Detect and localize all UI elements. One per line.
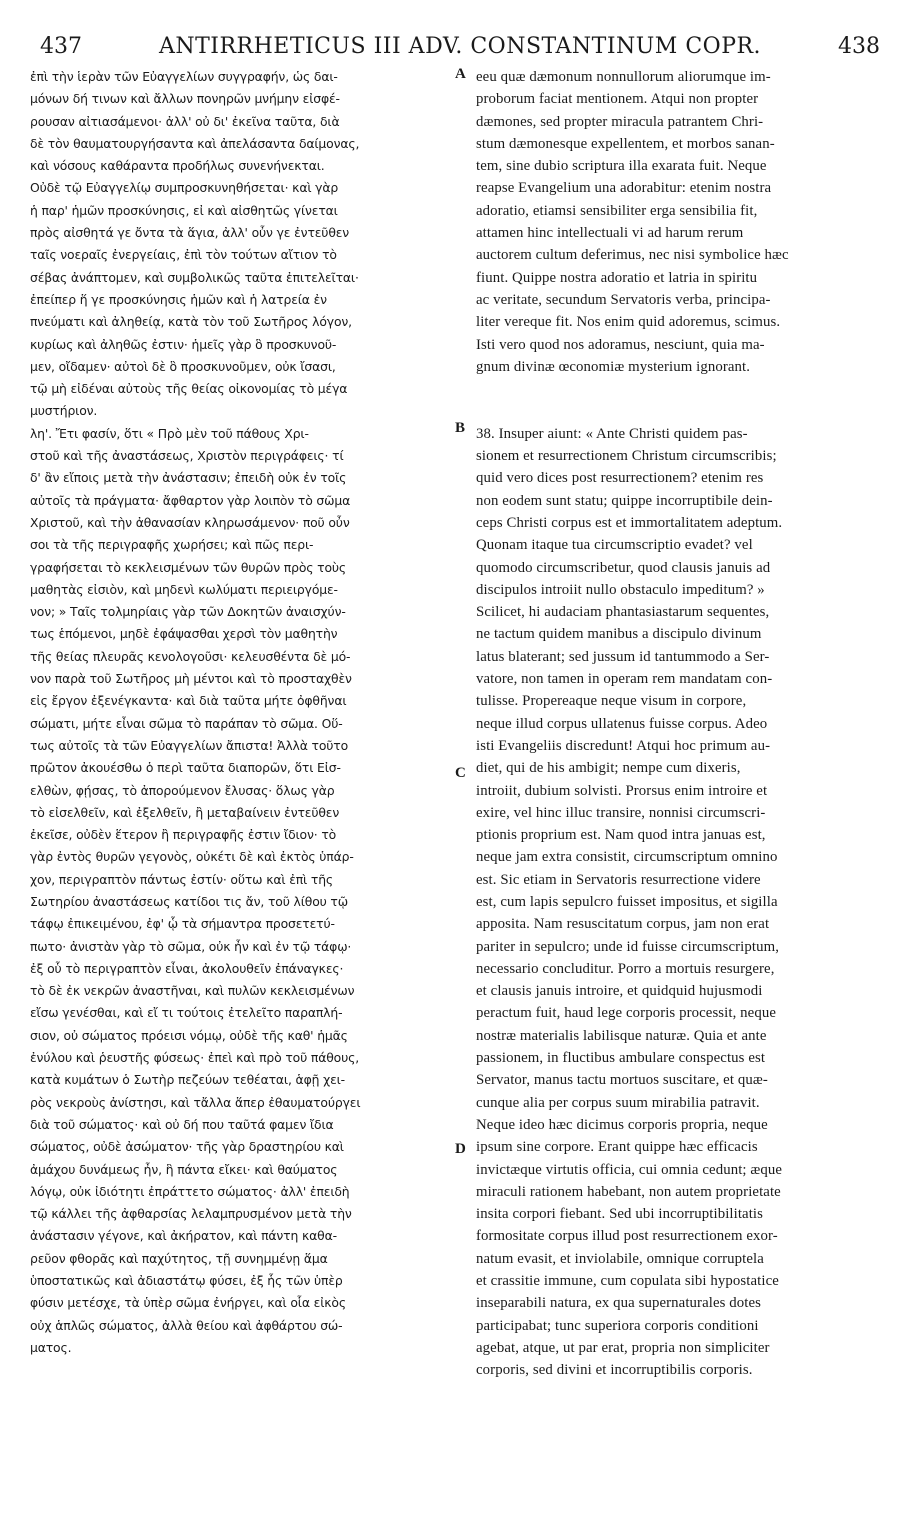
latin-text-line: ac veritate, secundum Servatoris verba, principa- (476, 291, 771, 308)
margin-marker-a: A (455, 66, 466, 82)
greek-text-line: πωτο· ἀνιστὰν γὰρ τὸ σῶμα, οὐκ ἦν καὶ ἐν τῷ τάφῳ· (30, 938, 352, 954)
greek-text-line: δὲ τὸν θαυματουργήσαντα καὶ ἀπελάσαντα δαίμονας, (30, 135, 360, 151)
greek-text-line: ἡ παρ' ἡμῶν προσκύνησις, εἰ καὶ αἰσθητῶς γίνεται (30, 202, 338, 218)
greek-text-line: τῷ κάλλει τῆς ἀφθαρσίας λελαμπρυσμένον μετὰ τὴν (30, 1206, 352, 1222)
greek-text-line: τὸ δὲ ἐκ νεκρῶν ἀναστῆναι, καὶ πυλῶν κεκλεισμένων (30, 983, 355, 999)
page-number-right: 438 (838, 34, 880, 59)
greek-text-line: Χριστοῦ, καὶ τὴν ἀθανασίαν κληρωσάμενον· ποῦ οὖν (30, 514, 350, 530)
latin-column (476, 66, 888, 1382)
latin-text-line: diet, qui de his ambigit; nempe cum dixeris, (476, 760, 741, 777)
greek-text-line: ἀμάχου δυνάμεως ἦν, ἣ πάντα εἴκει· καὶ θαύματος (30, 1161, 338, 1177)
greek-text-line: ἐνύλου καὶ ῥευστῆς φύσεως· ἐπεὶ καὶ πρὸ τοῦ πάθους, (30, 1050, 360, 1066)
greek-text-line: τὸ εἰσελθεῖν, καὶ ἐξελθεῖν, ἢ μεταβαίνειν ἐντεῦθεν (30, 804, 340, 820)
greek-text-line: σέβας ἀνάπτομεν, καὶ συμβολικῶς ταῦτα ἐπιτελεῖται· (30, 269, 359, 285)
latin-text-line: pariter in sepulcro; unde id fuisse circumscriptum, (476, 938, 780, 955)
greek-text-line: κυρίως καὶ ἀληθῶς ἐστιν· ἡμεῖς γὰρ ὃ προσκυνοῦ- (30, 336, 337, 352)
latin-text-line: adoratio, etiamsi sensibiliter erga sensibilia fit, (476, 202, 758, 219)
latin-text-line: fiunt. Quippe nostra adoratio et latria in spiritu (476, 269, 758, 286)
greek-text-line: φύσιν μετέσχε, τὰ ὑπὲρ σῶμα ἐνήργει, καὶ οἷα εἰκὸς (30, 1295, 346, 1311)
latin-text-line: insita corpori fiebant. Sed ubi incorruptibilitatis (476, 1206, 764, 1223)
greek-text-line: αὐτοῖς τὰ πράγματα· ἄφθαρτον γὰρ λοιπὸν τὸ σῶμα (30, 492, 351, 508)
greek-text-line: πνεύματι καὶ ἀληθείᾳ, κατὰ τὸν τοῦ Σωτῆρος λόγον, (30, 314, 352, 330)
greek-text-line: σιον, οὐ σώματος πρόεισι νόμῳ, οὐδὲ τῆς καθ' ἡμᾶς (30, 1027, 348, 1043)
latin-text-line: passionem, in fluctibus ambulare conspectus est (476, 1050, 766, 1067)
greek-text-line: μαθητὰς εἰσιὸν, καὶ μηδενὶ κωλύματι περιειργόμε- (30, 581, 338, 597)
margin-marker-d: D (455, 1141, 466, 1157)
latin-text-line: isti Evangeliis discredunt! Atqui hoc primum au- (476, 737, 771, 754)
greek-text-line: ρεῦον φθορᾶς καὶ παχύτητος, τῇ συνημμένῃ ἅμα (30, 1250, 328, 1266)
latin-text-line: proborum faciat mentionem. Atqui non propter (476, 91, 759, 108)
latin-text-line: quomodo circumscribetur, quod clausis januis ad (476, 559, 771, 576)
latin-text-line: attamen hinc intellectuali vi ad harum rerum (476, 225, 744, 242)
section-gap (476, 378, 888, 423)
latin-text-line: est, cum lapis sepulcro fuisset impositus, et sigilla (476, 893, 778, 910)
greek-text-line: τῆς θείας πλευρᾶς κενολογοῦσι· κελευσθέντα δὲ μό- (30, 648, 351, 664)
greek-text-line: Οὐδὲ τῷ Εὐαγγελίῳ συμπροσκυνηθήσεται· καὶ γὰρ (30, 180, 339, 196)
greek-text-line: λη'. Ἔτι φασίν, ὅτι « Πρὸ μὲν τοῦ πάθους Χρι- (30, 425, 309, 441)
greek-text-line: γὰρ ἐντὸς θυρῶν γεγονὸς, οὐκέτι δὲ καὶ ἐκτὸς ὑπάρ- (30, 849, 354, 865)
latin-text-line: Neque ideo hæc dicimus corporis propria, neque (476, 1116, 768, 1133)
latin-text-line: quid vero dices post resurrectionem? etenim res (476, 470, 764, 487)
page-header (0, 34, 920, 64)
greek-text-line: ἐπείπερ ἥ γε προσκύνησις ἡμῶν καὶ ἡ λατρεία ἐν (30, 291, 327, 307)
greek-text-line: μόνων δή τινων καὶ ἄλλων πονηρῶν μνήμην εἰσφέ- (30, 91, 340, 107)
greek-text-line: τως αὐτοῖς τὰ τῶν Εὐαγγελίων ἄπιστα! Ἀλλὰ τοῦτο (30, 737, 349, 753)
latin-text-line: apposita. Nam resuscitatum corpus, jam non erat (476, 916, 770, 933)
greek-text-line: τῷ μὴ εἰδέναι αὐτοὺς τῆς θείας οἰκονομίας τὸ μέγα (30, 381, 348, 397)
latin-text-line: inseparabili natura, ex qua supernaturales dotes (476, 1295, 762, 1312)
latin-text-line: Quonam itaque tua circumscriptio evadet? vel (476, 537, 753, 554)
greek-text-line: δ' ἂν εἴποις μετὰ τὴν ἀνάστασιν; ἐπειδὴ οὐκ ἐν τοῖς (30, 470, 347, 486)
greek-text-line: τως ἑπόμενοι, μηδὲ ἐφάψασθαι χερσὶ τὸν μαθητὴν (30, 626, 338, 642)
latin-text-line: participabat; tunc superiora corporis conditioni (476, 1317, 759, 1334)
latin-text-line: Scilicet, hi audaciam phantasiastarum sequentes, (476, 604, 770, 621)
latin-text-line: est. Sic etiam in Servatoris resurrectione videre (476, 871, 761, 888)
latin-text-line: dæmones, sed propter miracula patrantem Chri- (476, 113, 764, 130)
latin-text-line: agebat, atque, ut par erat, propria non simpliciter (476, 1339, 770, 1356)
latin-text-line: formositate corpus illud post resurrectionem exor- (476, 1228, 778, 1245)
latin-text-line: eeu quæ dæmonum nonnullorum aliorumque im- (476, 69, 771, 85)
greek-text-line: πρὸς αἰσθητά γε ὄντα τὰ ἅγια, ἀλλ' οὖν γε ἐντεῦθεν (30, 225, 350, 241)
greek-text-line: Σωτηρίου ἀναστάσεως κατίδοι τις ἄν, τοῦ λίθου τῷ (30, 893, 348, 909)
latin-text-line: natum evasit, et inviolabile, omnique corruptela (476, 1250, 764, 1267)
latin-text-line: stum dæmonesque expellentem, et morbos sanan- (476, 135, 775, 152)
latin-text-line: ceps Christi corpus est et immortalitatem adeptum. (476, 514, 783, 531)
latin-text-line: exire, vel hinc illuc transire, nonnisi circumscri- (476, 804, 766, 821)
latin-text-line: tem, sine dubio scriptura illa exarata fuit. Neque (476, 158, 767, 175)
latin-text-line: ne tactum quidem manibus a discipulo divinum (476, 626, 762, 643)
latin-text-line: 38. Insuper aiunt: « Ante Christi quidem pas- (476, 425, 748, 442)
greek-column (30, 66, 450, 1359)
latin-text-line: ipsum sine corpore. Erant quippe hæc efficacis (476, 1139, 758, 1156)
latin-text-line: necessario concluditur. Porro a mortuis resurgere, (476, 960, 775, 977)
greek-text-line: γραφήσεται τὸ κεκλεισμένων τῶν θυρῶν πρὸς τοὺς (30, 559, 347, 575)
latin-text-line: nostræ materialis labilisque naturæ. Quia et ante (476, 1027, 767, 1044)
latin-text-line: peractum fuit, haud lege corporis processit, neque (476, 1005, 777, 1022)
greek-text-line: οὐχ ἁπλῶς σώματος, ἀλλὰ θείου καὶ ἀφθάρτου σώ- (30, 1317, 343, 1333)
greek-text-line: ματος. (30, 1339, 72, 1355)
latin-text-line: Servator, manus tactu mortuos suscitare, et quæ- (476, 1072, 768, 1089)
running-title: ANTIRRHETICUS III ADV. CONSTANTINUM COPR. (158, 34, 762, 59)
latin-text-line: sionem et resurrectionem Christum circumscribis; (476, 448, 777, 465)
greek-text-line: ταῖς νοεραῖς ἐνεργείαις, ἐπὶ τὸν τούτων αἴτιον τὸ (30, 247, 337, 263)
latin-text-line: introiit, dubium solvisti. Prorsus enim introire et (476, 782, 768, 799)
greek-text-line: πρῶτον ἀκουέσθω ὁ περὶ ταῦτα διαπορῶν, ὅτι Εἰσ- (30, 760, 341, 776)
greek-text-line: τάφῳ ἐπικειμένου, ἐφ' ᾧ τὰ σήμαντρα προσετετύ- (30, 916, 335, 932)
greek-text-line: νον; » Ταῖς τολμηρίαις γὰρ τῶν Δοκητῶν ἀναισχύν- (30, 604, 346, 620)
margin-marker-c: C (455, 765, 466, 781)
greek-text-line: κατὰ κυμάτων ὁ Σωτὴρ πεζεύων τεθέαται, ἁφῇ χει- (30, 1072, 345, 1088)
greek-text-line: στοῦ καὶ τῆς ἀναστάσεως, Χριστὸν περιγράφεις· τί (30, 448, 344, 464)
latin-text-line: vatore, non tamen in operam rem mandatam con- (476, 671, 773, 688)
greek-text-line: ὑποστατικῶς καὶ ἀδιαστάτῳ φύσει, ἐξ ἧς τῶν ὑπὲρ (30, 1273, 343, 1289)
latin-text-line: ptionis proprium est. Nam quod intra januas est, (476, 827, 766, 844)
greek-text-line: εἴσω γενέσθαι, καὶ εἴ τι τούτοις ἐτελεῖτο παραπλή- (30, 1005, 343, 1021)
greek-text-line: ελθὼν, φῄσας, τὸ ἀπορούμενον ἔλυσας· ὅλως γὰρ (30, 782, 335, 798)
latin-text-line: non eodem sunt statu; quippe incorruptibile dein- (476, 492, 773, 509)
greek-text-line: ρουσαν αἰτιασάμενοι· ἀλλ' οὐ δι' ἐκεῖνα ταῦτα, διὰ (30, 113, 340, 129)
greek-text-line: σώματι, μήτε εἶναι σῶμα τὸ παράπαν τὸ σῶμα. Οὕ- (30, 715, 343, 731)
latin-text-line: corporis, sed divini et incorruptibilis corporis. (476, 1362, 753, 1379)
greek-text-line: σώματος, οὐδὲ ἀσώματον· τῆς γὰρ δραστηρίου καὶ (30, 1139, 344, 1155)
greek-text-line: νον παρὰ τοῦ Σωτῆρος μὴ μέντοι καὶ τὸ προσταχθὲν (30, 671, 352, 687)
greek-text-line: λόγῳ, οὐκ ἰδιότητι ἐπράττετο σώματος· ἀλλ' ἐπειδὴ (30, 1183, 350, 1199)
greek-text-line: ἐπὶ τὴν ἱερὰν τῶν Εὐαγγελίων συγγραφήν, ὡς δαι- (30, 69, 338, 84)
latin-text-line: reapse Evangelium una adorabitur: etenim nostra (476, 180, 772, 197)
latin-text-line: tulisse. Propereaque neque visum in corpore, (476, 693, 747, 710)
latin-text-line: invictæque virtutis officia, cui omnia cedunt; æque (476, 1161, 783, 1178)
latin-text-line: et crassitie immune, cum copulata sibi hypostatice (476, 1273, 779, 1290)
latin-block-2 (476, 423, 888, 1382)
greek-text-line: μεν, οἴδαμεν· αὐτοὶ δὲ ὃ προσκυνοῦμεν, οὐκ ἴσασι, (30, 358, 336, 374)
latin-text-line: discipulos introiit nullo obstaculo impeditum? » (476, 581, 765, 598)
greek-text-line: σοι τὰ τῆς περιγραφῆς χωρήσει; καὶ πῶς περι- (30, 537, 314, 553)
greek-text-line: χον, περιγραπτὸν πάντως ἐστίν· οὕτω καὶ ἐπὶ τῆς (30, 871, 334, 887)
page-number-left: 437 (40, 34, 82, 59)
greek-text-line: καὶ νόσους καθάραντα προδήλως συνενήνεκται. (30, 158, 325, 174)
latin-text-line: cunque alia per corpus suum mirabilia patravit. (476, 1094, 760, 1111)
greek-text-line: ἐκεῖσε, οὐδὲν ἕτερον ἢ περιγραφῆς ἐστιν ἴδιον· τὸ (30, 827, 337, 843)
latin-text-line: auctorem cultum deferimus, nec nisi symbolice hæc (476, 247, 789, 264)
margin-marker-b: B (455, 420, 466, 436)
latin-text-line: miraculi rationem habebant, non autem proprietate (476, 1183, 781, 1200)
greek-text-line: ρὸς νεκροὺς ἀνίστησι, καὶ τἄλλα ἅπερ ἐθαυματούργει (30, 1094, 361, 1110)
latin-text-line: neque illud corpus ullatenus fuisse corpus. Adeo (476, 715, 768, 732)
latin-text-line: gnum divinæ œconomiæ mysterium ignorant. (476, 358, 751, 375)
latin-text-line: latus blaterant; sed jussum id tantummodo a Ser- (476, 648, 770, 665)
greek-text-line: μυστήριον. (30, 403, 98, 419)
latin-text-line: liter vereque fit. Nos enim quid adoremus, scimus. (476, 314, 781, 331)
greek-text-line: εἰς ἔργον ἐξενέγκαντα· καὶ διὰ ταῦτα μήτε ὀφθῆναι (30, 693, 347, 709)
latin-block-1 (476, 66, 888, 378)
greek-text-line: ἐξ οὗ τὸ περιγραπτὸν εἶναι, ἀκολουθεῖν ἐπάναγκες· (30, 960, 344, 976)
latin-text-line: et clausis januis introire, et quidquid hujusmodi (476, 983, 763, 1000)
latin-text-line: neque jam extra consistit, circumscriptum omnino (476, 849, 778, 866)
greek-text-line: διὰ τοῦ σώματος· καὶ οὐ δή που ταῦτά φαμεν ἴδια (30, 1116, 334, 1132)
greek-text-line: ἀνάστασιν γέγονε, καὶ ἀκήρατον, καὶ πάντη καθα- (30, 1228, 337, 1244)
latin-text-line: Isti vero quod nos adoramus, nesciunt, quia ma- (476, 336, 765, 353)
